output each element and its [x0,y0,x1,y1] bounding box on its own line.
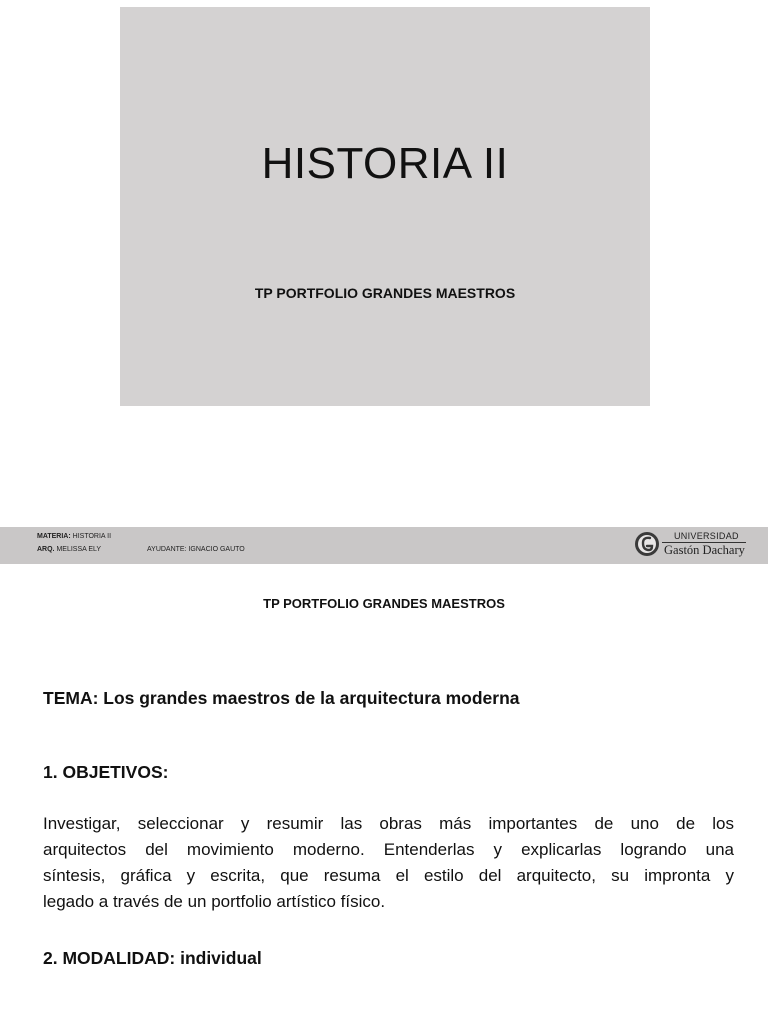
objetivos-title: 1. OBJETIVOS: [43,762,169,782]
university-logo [634,530,754,560]
header-materia [37,533,111,540]
paragraph-line: Investigar, seleccionar y resumir las obras más importantes de uno de los [43,814,734,833]
arq-value: MELISSA ELY [54,546,102,553]
materia-value: HISTORIA II [70,533,112,540]
objetivos-paragraph [43,811,734,915]
header-arq [37,546,101,553]
header-ayudante: AYUDANTE: IGNACIO GAUTO [147,546,245,553]
paragraph-line: síntesis, gráfica y escrita, que resuma el estilo del arquitecto, su impronta y [43,866,734,885]
modalidad-title: 2. MODALIDAD: individual [43,948,262,968]
paragraph-line: arquitectos del movimiento moderno. Entenderlas y explicarlas logrando una [43,840,734,859]
cover-slide [120,7,650,406]
arq-label: ARQ. [37,546,55,553]
university-logo-icon [634,531,660,557]
cover-title: HISTORIA II [261,139,509,188]
cover-subtitle: TP PORTFOLIO GRANDES MAESTROS [254,285,516,301]
paragraph-line: legado a través de un portfolio artístico físico. [43,892,386,911]
materia-label: MATERIA: [37,533,71,540]
logo-top-text: UNIVERSIDAD [674,531,739,541]
tema-line: TEMA: Los grandes maestros de la arquitectura moderna [43,688,520,708]
logo-bottom-text: Gastón Dachary [664,543,745,557]
document-heading: TP PORTFOLIO GRANDES MAESTROS [263,596,505,611]
